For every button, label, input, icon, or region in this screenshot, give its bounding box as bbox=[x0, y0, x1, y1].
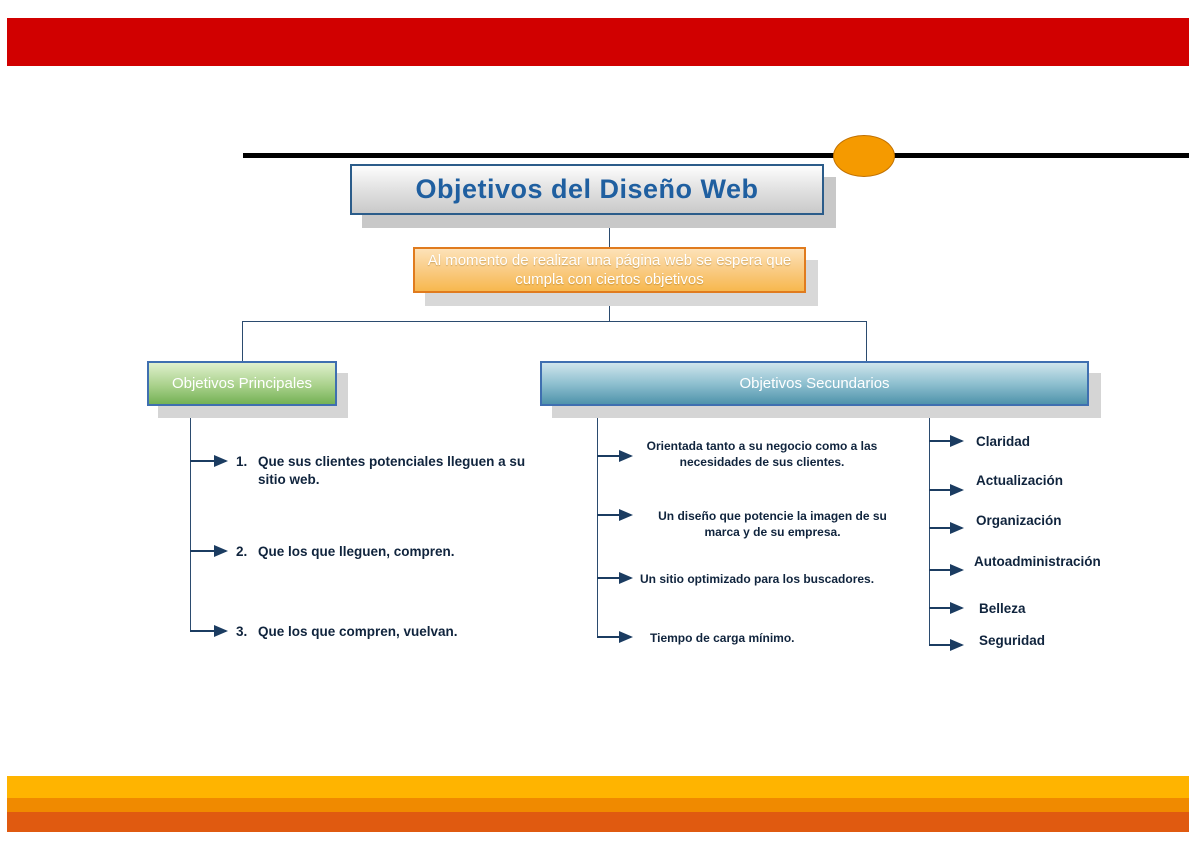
primary-item-2-number: 2. bbox=[236, 544, 248, 559]
secondary-branch-box: Objetivos Secundarios bbox=[540, 361, 1089, 406]
secondary-right-item-2: Actualización bbox=[976, 473, 1064, 488]
bottom-white-margin bbox=[0, 832, 1189, 841]
primary-item-3 bbox=[236, 623, 556, 641]
secondary-right-item-1: Claridad bbox=[976, 434, 1031, 449]
title-box: Objetivos del Diseño Web bbox=[350, 164, 824, 215]
secondary-right-item-3: Organización bbox=[976, 513, 1062, 528]
connector-secondary-left-spine bbox=[597, 406, 598, 637]
primary-branch-box: Objetivos Principales bbox=[147, 361, 337, 406]
connector-to-secondary bbox=[866, 321, 867, 361]
primary-item-1 bbox=[236, 453, 536, 489]
secondary-right-item-5: Belleza bbox=[979, 601, 1026, 616]
primary-item-3-number: 3. bbox=[236, 624, 248, 639]
connector-to-primary bbox=[242, 321, 243, 361]
connector-split-bar bbox=[242, 321, 867, 322]
subtitle-box: Al momento de realizar una página web se espera que cumpla con ciertos objetivos bbox=[413, 247, 806, 293]
orange-ellipse-accent bbox=[833, 135, 895, 177]
secondary-left-item-2: Un diseño que potencie la imagen de su marca y de su empresa. bbox=[658, 509, 887, 539]
secondary-left-item-4: Tiempo de carga mínimo. bbox=[650, 631, 795, 645]
secondary-left-item-1: Orientada tanto a su negocio como a las necesidades de sus clientes. bbox=[646, 439, 878, 469]
secondary-right-item-4: Autoadministración bbox=[974, 554, 1101, 569]
primary-item-1-text: Que sus clientes potenciales lleguen a su sitio web. bbox=[258, 454, 526, 487]
bottom-orange-band bbox=[7, 798, 1189, 812]
primary-item-2-text: Que los que lleguen, compren. bbox=[258, 544, 455, 559]
header-rule bbox=[243, 153, 1189, 158]
bottom-dark-orange-band bbox=[7, 812, 1189, 832]
primary-item-1-number: 1. bbox=[236, 454, 248, 469]
connector-primary-spine bbox=[190, 406, 191, 632]
primary-item-3-text: Que los que compren, vuelvan. bbox=[258, 624, 458, 639]
secondary-left-item-3: Un sitio optimizado para los buscadores. bbox=[640, 572, 875, 586]
secondary-right-item-6: Seguridad bbox=[979, 633, 1046, 648]
left-white-margin bbox=[0, 0, 7, 841]
top-white-margin bbox=[0, 0, 1189, 18]
top-red-band bbox=[0, 18, 1189, 66]
bottom-yellow-band bbox=[7, 776, 1189, 798]
connector-secondary-right-spine bbox=[929, 406, 930, 645]
primary-item-2 bbox=[236, 543, 556, 561]
